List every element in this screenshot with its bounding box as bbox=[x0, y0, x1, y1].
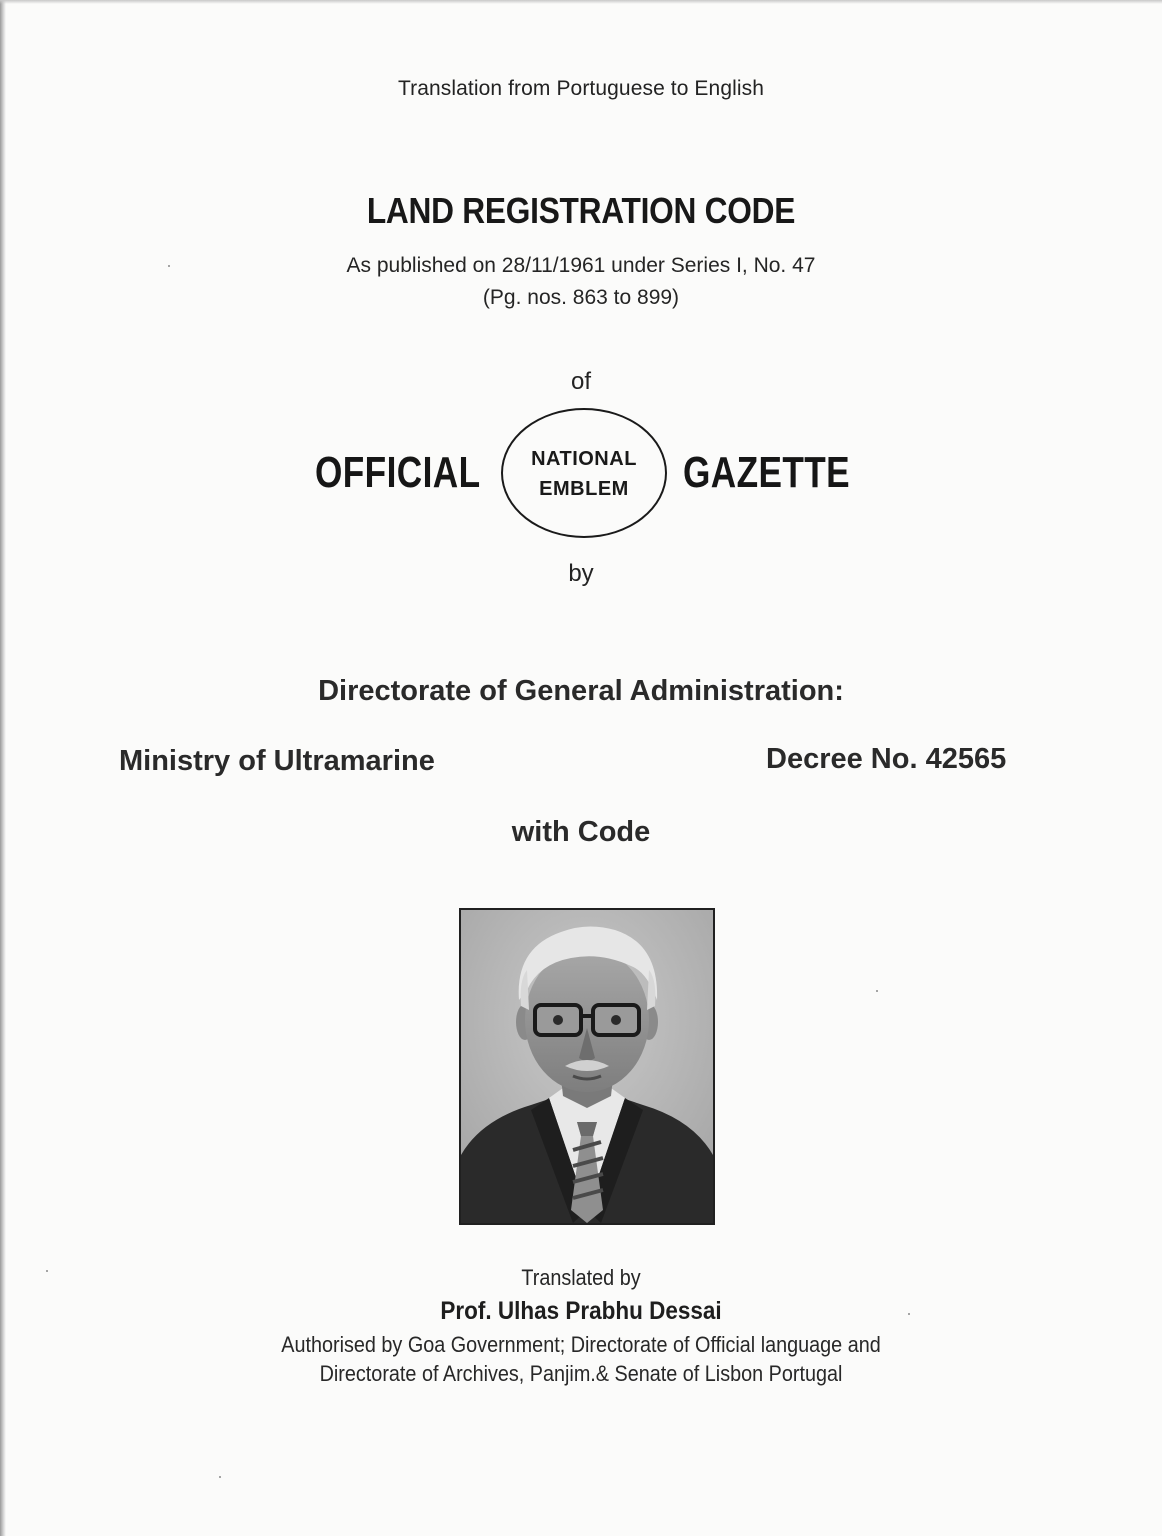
translator-name: Prof. Ulhas Prabhu Dessai bbox=[440, 1297, 722, 1325]
by-text: by bbox=[568, 560, 594, 587]
ministry-name: Ministry of Ultramarine bbox=[119, 745, 435, 777]
translator-portrait bbox=[459, 908, 715, 1225]
gazette-word-official: OFFICIAL bbox=[315, 448, 481, 497]
pages-line: (Pg. nos. 863 to 899) bbox=[482, 286, 680, 309]
decree-number: Decree No. 42565 bbox=[766, 743, 1007, 775]
page-top-edge bbox=[0, 0, 1162, 4]
authorisation-line-2: Directorate of Archives, Panjim.& Senate of Lisbon Portugal bbox=[319, 1361, 843, 1386]
portrait-photo bbox=[461, 910, 713, 1223]
paper-speck bbox=[876, 990, 878, 992]
page-binding-edge bbox=[0, 0, 6, 1536]
paper-speck bbox=[908, 1313, 910, 1315]
of-text: of bbox=[570, 368, 591, 395]
translated-by-label: Translated by bbox=[521, 1265, 641, 1290]
emblem-label-line2: EMBLEM bbox=[539, 478, 629, 500]
translation-note: Translation from Portuguese to English bbox=[397, 77, 765, 100]
directorate-heading: Directorate of General Administration: bbox=[318, 675, 844, 707]
gazette-masthead bbox=[0, 408, 1162, 544]
paper-speck bbox=[219, 1476, 221, 1478]
paper-speck bbox=[168, 265, 170, 267]
publication-line: As published on 28/11/1961 under Series I, No. 47 bbox=[346, 254, 816, 277]
national-emblem-placeholder bbox=[501, 408, 667, 538]
with-code-text: with Code bbox=[511, 816, 651, 848]
paper-speck bbox=[46, 1270, 48, 1272]
document-title: LAND REGISTRATION CODE bbox=[366, 190, 796, 231]
authorisation-line-1: Authorised by Goa Government; Directorate of Official language and bbox=[281, 1332, 881, 1357]
gazette-word-gazette: GAZETTE bbox=[683, 448, 851, 497]
emblem-label-line1: NATIONAL bbox=[531, 448, 637, 470]
